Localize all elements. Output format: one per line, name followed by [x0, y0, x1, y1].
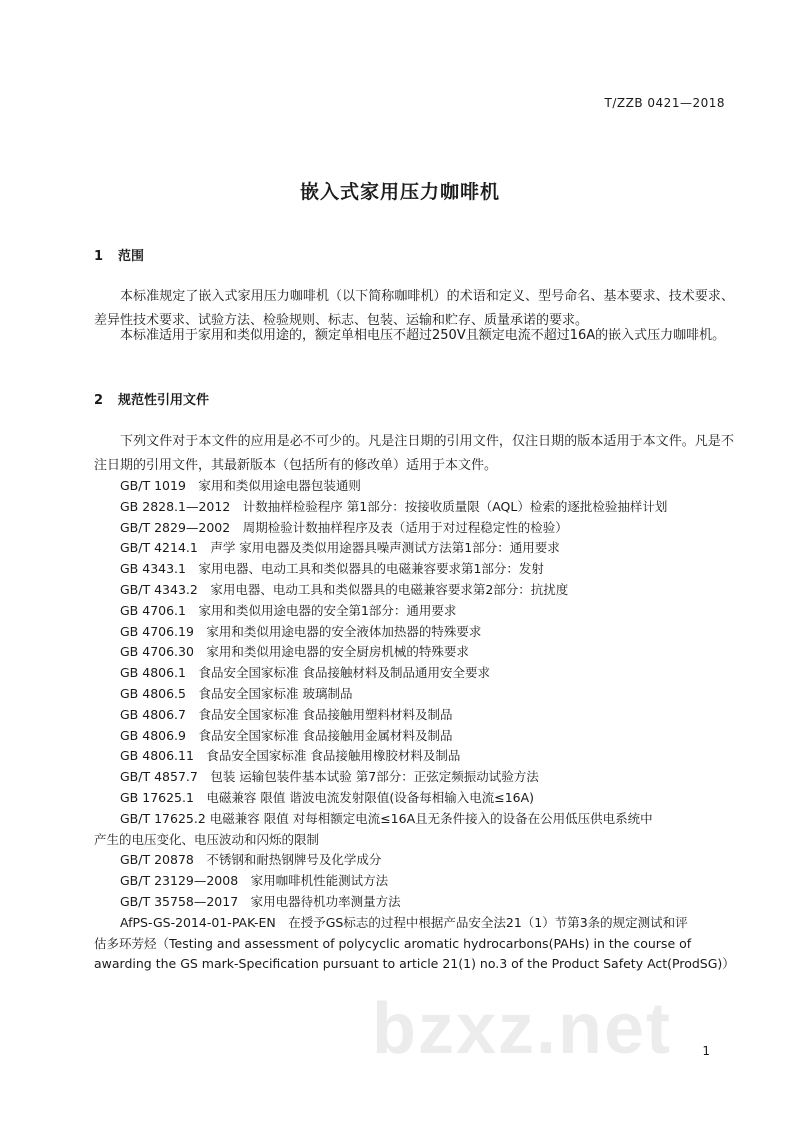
reference-item: GB 4806.1 食品安全国家标准 食品接触材料及制品通用安全要求	[120, 665, 490, 681]
section-2-number: 2	[94, 393, 104, 408]
reference-item: GB/T 4857.7 包装 运输包装件基本试验 第7部分：正弦定频振动试验方法	[120, 769, 539, 785]
reference-item: GB/T 23129—2008 家用咖啡机性能测试方法	[120, 873, 389, 889]
section-1-title: 范围	[118, 249, 145, 264]
page-number: 1	[702, 1044, 710, 1058]
section-2-heading	[94, 389, 209, 408]
section-2-title: 规范性引用文件	[118, 393, 210, 408]
section-1-paragraph-2: 本标准适用于家用和类似用途的，额定单相电压不超过250V且额定电流不超过16A的嵌入式压力咖啡机。	[120, 328, 726, 343]
reference-item: GB 4706.1 家用和类似用途电器的安全第1部分：通用要求	[120, 602, 457, 618]
reference-item: GB 4706.19 家用和类似用途电器的安全液体加热器的特殊要求	[120, 623, 482, 639]
reference-continuation: 产生的电压变化、电压波动和闪烁的限制	[94, 831, 320, 847]
reference-item: GB/T 20878 不锈钢和耐热钢牌号及化学成分	[120, 852, 382, 868]
section-1-paragraph-1: 本标准规定了嵌入式家用压力咖啡机（以下简称咖啡机）的术语和定义、型号命名、基本要求、技术要求、差异性技术要求、试验方法、检验规则、标志、包装、运输和贮存、质量承诺的要求。	[94, 289, 734, 328]
reference-item: GB 4806.9 食品安全国家标准 食品接触用金属材料及制品	[120, 727, 453, 743]
section-2-intro: 下列文件对于本文件的应用是必不可少的。凡是注日期的引用文件，仅注日期的版本适用于本文件。凡是不注日期的引用文件，其最新版本（包括所有的修改单）适用于本文件。	[94, 434, 734, 473]
reference-item: GB/T 4343.2 家用电器、电动工具和类似器具的电磁兼容要求第2部分：抗扰度	[120, 581, 569, 597]
reference-item: GB/T 2829—2002 周期检验计数抽样程序及表（适用于对过程稳定性的检验）	[120, 519, 568, 535]
reference-item: GB/T 1019 家用和类似用途电器包装通则	[120, 478, 361, 493]
reference-list	[94, 476, 734, 975]
reference-item: GB 17625.1 电磁兼容 限值 谐波电流发射限值(设备每相输入电流≤16A)	[120, 789, 535, 805]
reference-continuation: 估多环芳烃（Testing and assessment of polycyclic aromatic hydrocarbons(PAHs) in the course of awarding the GS mark-Specification pursuant to article 21(1) no.3 of the Product Safety Act(ProdSG)）	[94, 935, 735, 972]
reference-item: GB 4706.30 家用和类似用途电器的安全厨房机械的特殊要求	[120, 644, 469, 660]
reference-item: GB/T 17625.2 电磁兼容 限值 对每相额定电流≤16A且无条件接入的设备在公用低压供电系统中 产生的电压变化、电压波动和闪烁的限制	[94, 809, 734, 851]
watermark: bzxz.net	[372, 989, 673, 1069]
reference-item: AfPS-GS-2014-01-PAK-EN 在授予GS标志的过程中根据产品安全法21（1）节第3条的规定测试和评 估多环芳烃（Testing and assessment of polycyclic aromatic hydrocarbons(PAHs) in the course of awarding the GS mark-Specification pursuant to article 21(1) no.3 of the Product Safety Act(ProdSG)）	[94, 913, 734, 975]
reference-item: GB/T 4214.1 声学 家用电器及类似用途器具噪声测试方法第1部分：通用要求	[120, 540, 560, 556]
reference-item: GB 4343.1 家用电器、电动工具和类似器具的电磁兼容要求第1部分：发射	[120, 561, 544, 577]
reference-item: GB/T 35758—2017 家用电器待机功率测量方法	[120, 893, 401, 909]
reference-item: GB 2828.1—2012 计数抽样检验程序 第1部分：按接收质量限（AQL）检索的逐批检验抽样计划	[120, 498, 668, 514]
standard-number: T/ZZB 0421—2018	[604, 96, 725, 110]
reference-item: GB 4806.11 食品安全国家标准 食品接触用橡胶材料及制品	[120, 748, 461, 764]
section-1-number: 1	[94, 249, 104, 264]
document-title: 嵌入式家用压力咖啡机	[299, 181, 500, 203]
reference-item: GB 4806.7 食品安全国家标准 食品接触用塑料材料及制品	[120, 706, 453, 722]
section-1-heading	[94, 245, 144, 264]
reference-item: GB 4806.5 食品安全国家标准 玻璃制品	[120, 685, 353, 701]
